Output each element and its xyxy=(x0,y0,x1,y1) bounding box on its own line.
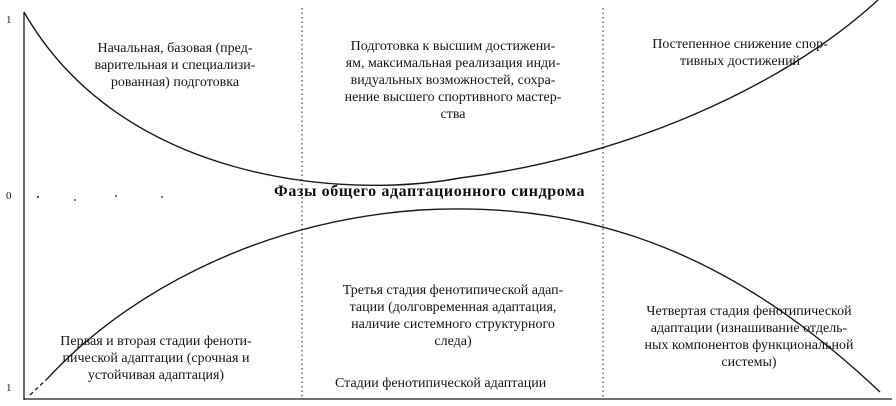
bottom-stage-label-2: Третья стадия фенотипической адап- тации (долговременная адаптация, наличие системного структурного следа) xyxy=(342,283,564,349)
bottom-stage-label-1: Первая и вторая стадии феноти- пической адаптации (срочная и устойчивая адаптация) xyxy=(60,334,252,383)
axis-zero-label: 0 xyxy=(6,190,12,202)
zero-speck xyxy=(161,196,163,198)
center-title: Фазы общего адаптационного синдрома xyxy=(274,183,586,200)
zero-speck xyxy=(74,199,76,201)
bottom-stage-label-3: Четвертая стадия фенотипической адаптации (изнашивание отдель- ных компонентов функциональной системы) xyxy=(644,304,854,370)
axis-bottom-label: 1 xyxy=(6,382,12,394)
axis-top-label: 1 xyxy=(6,14,12,26)
bottom-axis-title: Стадии фенотипической адаптации xyxy=(335,376,547,391)
top-phase-label-1: Начальная, базовая (пред- варительная и специализи- рованная) подготовка xyxy=(94,41,256,90)
zero-speck xyxy=(115,195,117,197)
zero-speck xyxy=(37,196,39,198)
top-phase-label-2: Подготовка к высшим достижени- ям, максимальная реализация инди- видуальных возможностей, сохра- нение высшего спортивного мастер- ства xyxy=(344,39,562,122)
top-phase-label-3: Постепенное снижение спор- тивных достижений xyxy=(652,37,828,69)
